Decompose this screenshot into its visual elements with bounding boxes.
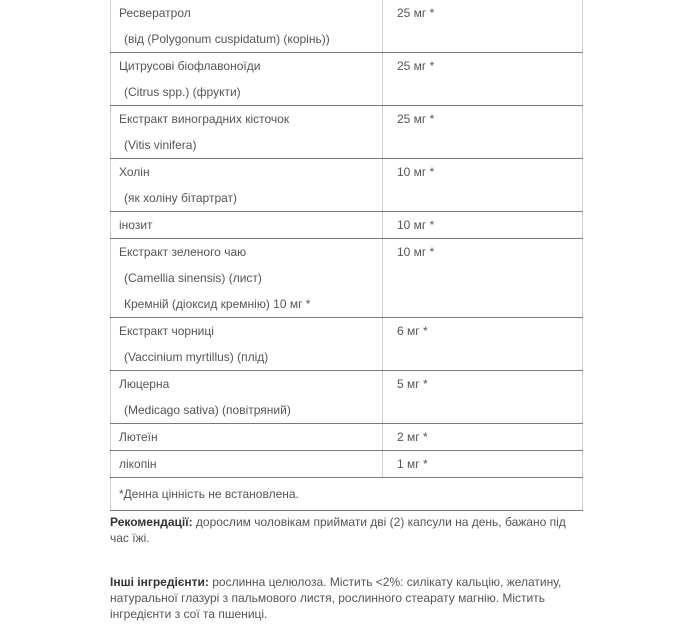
table-row bbox=[111, 212, 583, 239]
ingredient-cell bbox=[111, 53, 383, 106]
recommendations-text: дорослим чоловікам приймати дві (2) капсули на день, бажано під час їжі. bbox=[110, 515, 566, 545]
ingredient-amount: 25 мг * bbox=[383, 106, 583, 159]
ingredient-detail: (Vitis vinifera) bbox=[124, 138, 197, 152]
ingredient-amount: 10 мг * bbox=[383, 212, 583, 239]
ingredient-cell bbox=[111, 371, 383, 424]
table-row bbox=[111, 0, 583, 53]
table-row bbox=[111, 451, 583, 478]
ingredient-amount: 5 мг * bbox=[383, 371, 583, 424]
ingredient-cell bbox=[111, 318, 383, 371]
ingredient-cell bbox=[111, 106, 383, 159]
ingredient-detail: Кремній (діоксид кремнію) 10 мг * bbox=[124, 297, 311, 311]
ingredient-cell bbox=[111, 239, 383, 318]
recommendations-label: Рекомендації: bbox=[110, 515, 193, 529]
table-row bbox=[111, 371, 583, 424]
ingredient-amount: 10 мг * bbox=[383, 159, 583, 212]
daily-value-footnote: *Денна цінність не встановлена. bbox=[119, 487, 299, 501]
ingredient-cell bbox=[111, 451, 383, 478]
table-row bbox=[111, 159, 583, 212]
ingredient-amount: 6 мг * bbox=[383, 318, 583, 371]
ingredient-amount: 25 мг * bbox=[383, 0, 583, 53]
recommendations-paragraph bbox=[110, 514, 580, 546]
ingredient-detail: (Citrus spp.) (фрукти) bbox=[124, 85, 241, 99]
ingredient-name: Лютеїн bbox=[119, 430, 158, 444]
ingredient-cell bbox=[111, 159, 383, 212]
ingredient-cell bbox=[111, 0, 383, 53]
table-row bbox=[111, 53, 583, 106]
ingredient-name: Цитрусові біофлавоноїди bbox=[119, 59, 261, 73]
ingredient-name: Люцерна bbox=[119, 377, 170, 391]
ingredient-amount: 2 мг * bbox=[383, 424, 583, 451]
footnote-cell bbox=[111, 478, 583, 511]
table-row bbox=[111, 318, 583, 371]
ingredient-detail: (Vaccinium myrtillus) (плід) bbox=[124, 350, 269, 364]
ingredient-amount: 10 мг * bbox=[383, 239, 583, 318]
table-footnote-row bbox=[111, 478, 583, 511]
ingredient-cell bbox=[111, 424, 383, 451]
ingredient-amount: 25 мг * bbox=[383, 53, 583, 106]
supplement-facts-table bbox=[110, 0, 583, 511]
ingredient-name: лікопін bbox=[119, 457, 157, 471]
ingredient-name: Екстракт зеленого чаю bbox=[119, 245, 247, 259]
ingredient-detail: (Camellia sinensis) (лист) bbox=[124, 271, 262, 285]
table-row bbox=[111, 239, 583, 318]
ingredient-cell bbox=[111, 212, 383, 239]
ingredient-detail: (Medicago sativa) (повітряний) bbox=[124, 403, 291, 417]
other-ingredients-paragraph bbox=[110, 574, 580, 622]
ingredient-detail: (як холіну бітартрат) bbox=[124, 191, 238, 205]
ingredient-name: Ресвератрол bbox=[119, 6, 191, 20]
other-ingredients-label: Інші інгредієнти: bbox=[110, 575, 209, 589]
other-ingredients-text: рослинна целюлоза. Містить <2%: силікату кальцію, желатину, натуральної глазурі з пальмового листя, рослинного стеарату магнію. Містить інгредієнти з сої та пшениці. bbox=[110, 575, 562, 621]
ingredient-amount: 1 мг * bbox=[383, 451, 583, 478]
table-row bbox=[111, 424, 583, 451]
ingredient-detail: (від (Polygonum cuspidatum) (корінь)) bbox=[124, 32, 330, 46]
table-row bbox=[111, 106, 583, 159]
ingredient-name: Екстракт чорниці bbox=[119, 324, 214, 338]
ingredient-name: Екстракт виноградних кісточок bbox=[119, 112, 290, 126]
ingredient-name: Холін bbox=[119, 165, 150, 179]
ingredient-name: інозит bbox=[119, 218, 153, 232]
